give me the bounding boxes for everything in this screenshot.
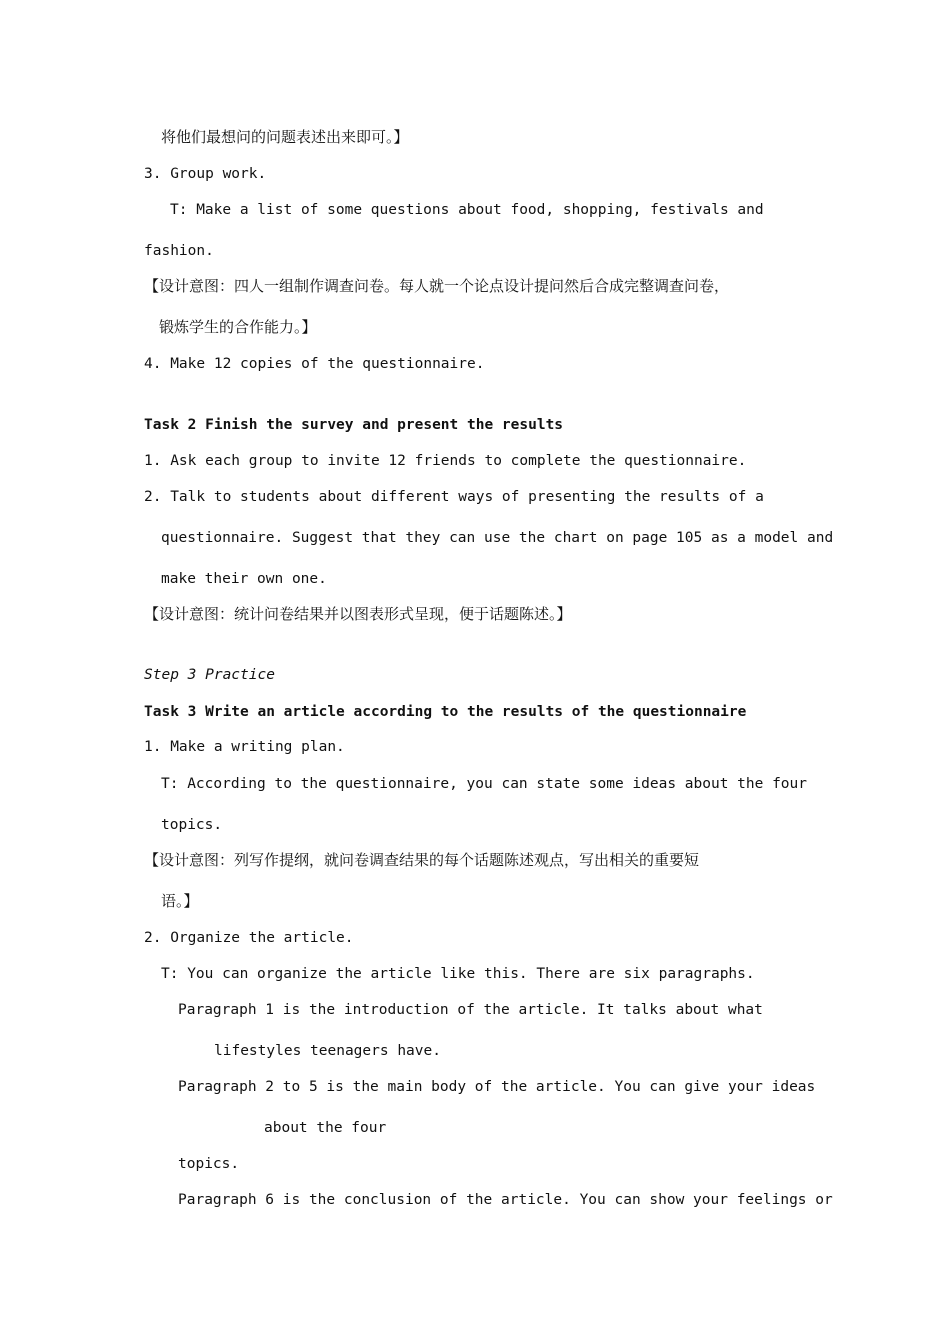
task-2-heading: Task 2 Finish the survey and present the results: [144, 417, 564, 433]
task-3-teacher-1: T: According to the questionnaire, you can state some ideas about the four: [161, 776, 808, 792]
teacher-instruction-cont: fashion.: [144, 243, 214, 259]
task-3-teacher-2: T: You can organize the article like this. There are six paragraphs.: [161, 966, 755, 982]
task-3-item-2: 2. Organize the article.: [144, 930, 354, 946]
task-2-item-1: 1. Ask each group to invite 12 friends to complete the questionnaire.: [144, 453, 747, 469]
task-2-item-2-end: make their own one.: [161, 571, 327, 587]
design-note-3: 【设计意图：列写作提纲，就问卷调查结果的每个话题陈述观点，写出相关的重要短: [144, 851, 700, 869]
design-note-2: 【设计意图：统计问卷结果并以图表形式呈现，便于话题陈述。】: [144, 605, 572, 623]
paragraph-1-desc-cont: lifestyles teenagers have.: [214, 1043, 441, 1059]
paragraph-2-5-desc-end: topics.: [178, 1156, 240, 1172]
task-3-teacher-1-cont: topics.: [161, 817, 223, 833]
teacher-instruction: T: Make a list of some questions about food, shopping, festivals and: [170, 202, 764, 218]
design-note-end: 将他们最想问的问题表述出来即可。】: [161, 128, 409, 146]
task-2-item-2-cont: questionnaire. Suggest that they can use the chart on page 105 as a model and: [161, 530, 834, 546]
step-3-heading: Step 3 Practice: [144, 667, 275, 683]
paragraph-2-5-desc: Paragraph 2 to 5 is the main body of the article. You can give your ideas: [178, 1079, 816, 1095]
paragraph-6-desc: Paragraph 6 is the conclusion of the article. You can show your feelings or: [178, 1192, 833, 1208]
design-note-3-cont: 语。】: [161, 892, 199, 910]
design-note: 【设计意图：四人一组制作调查问卷。每人就一个论点设计提问然后合成完整调查问卷，: [144, 277, 730, 295]
task-2-item-2: 2. Talk to students about different ways of presenting the results of a: [144, 489, 764, 505]
step-3-group-work: 3. Group work.: [144, 166, 267, 182]
paragraph-2-5-desc-cont: about the four: [264, 1120, 387, 1136]
paragraph-1-desc: Paragraph 1 is the introduction of the article. It talks about what: [178, 1002, 763, 1018]
step-4-copies: 4. Make 12 copies of the questionnaire.: [144, 356, 485, 372]
task-3-heading: Task 3 Write an article according to the results of the questionnaire: [144, 704, 747, 720]
task-3-item-1: 1. Make a writing plan.: [144, 739, 345, 755]
design-note-cont: 锻炼学生的合作能力。】: [159, 318, 317, 336]
